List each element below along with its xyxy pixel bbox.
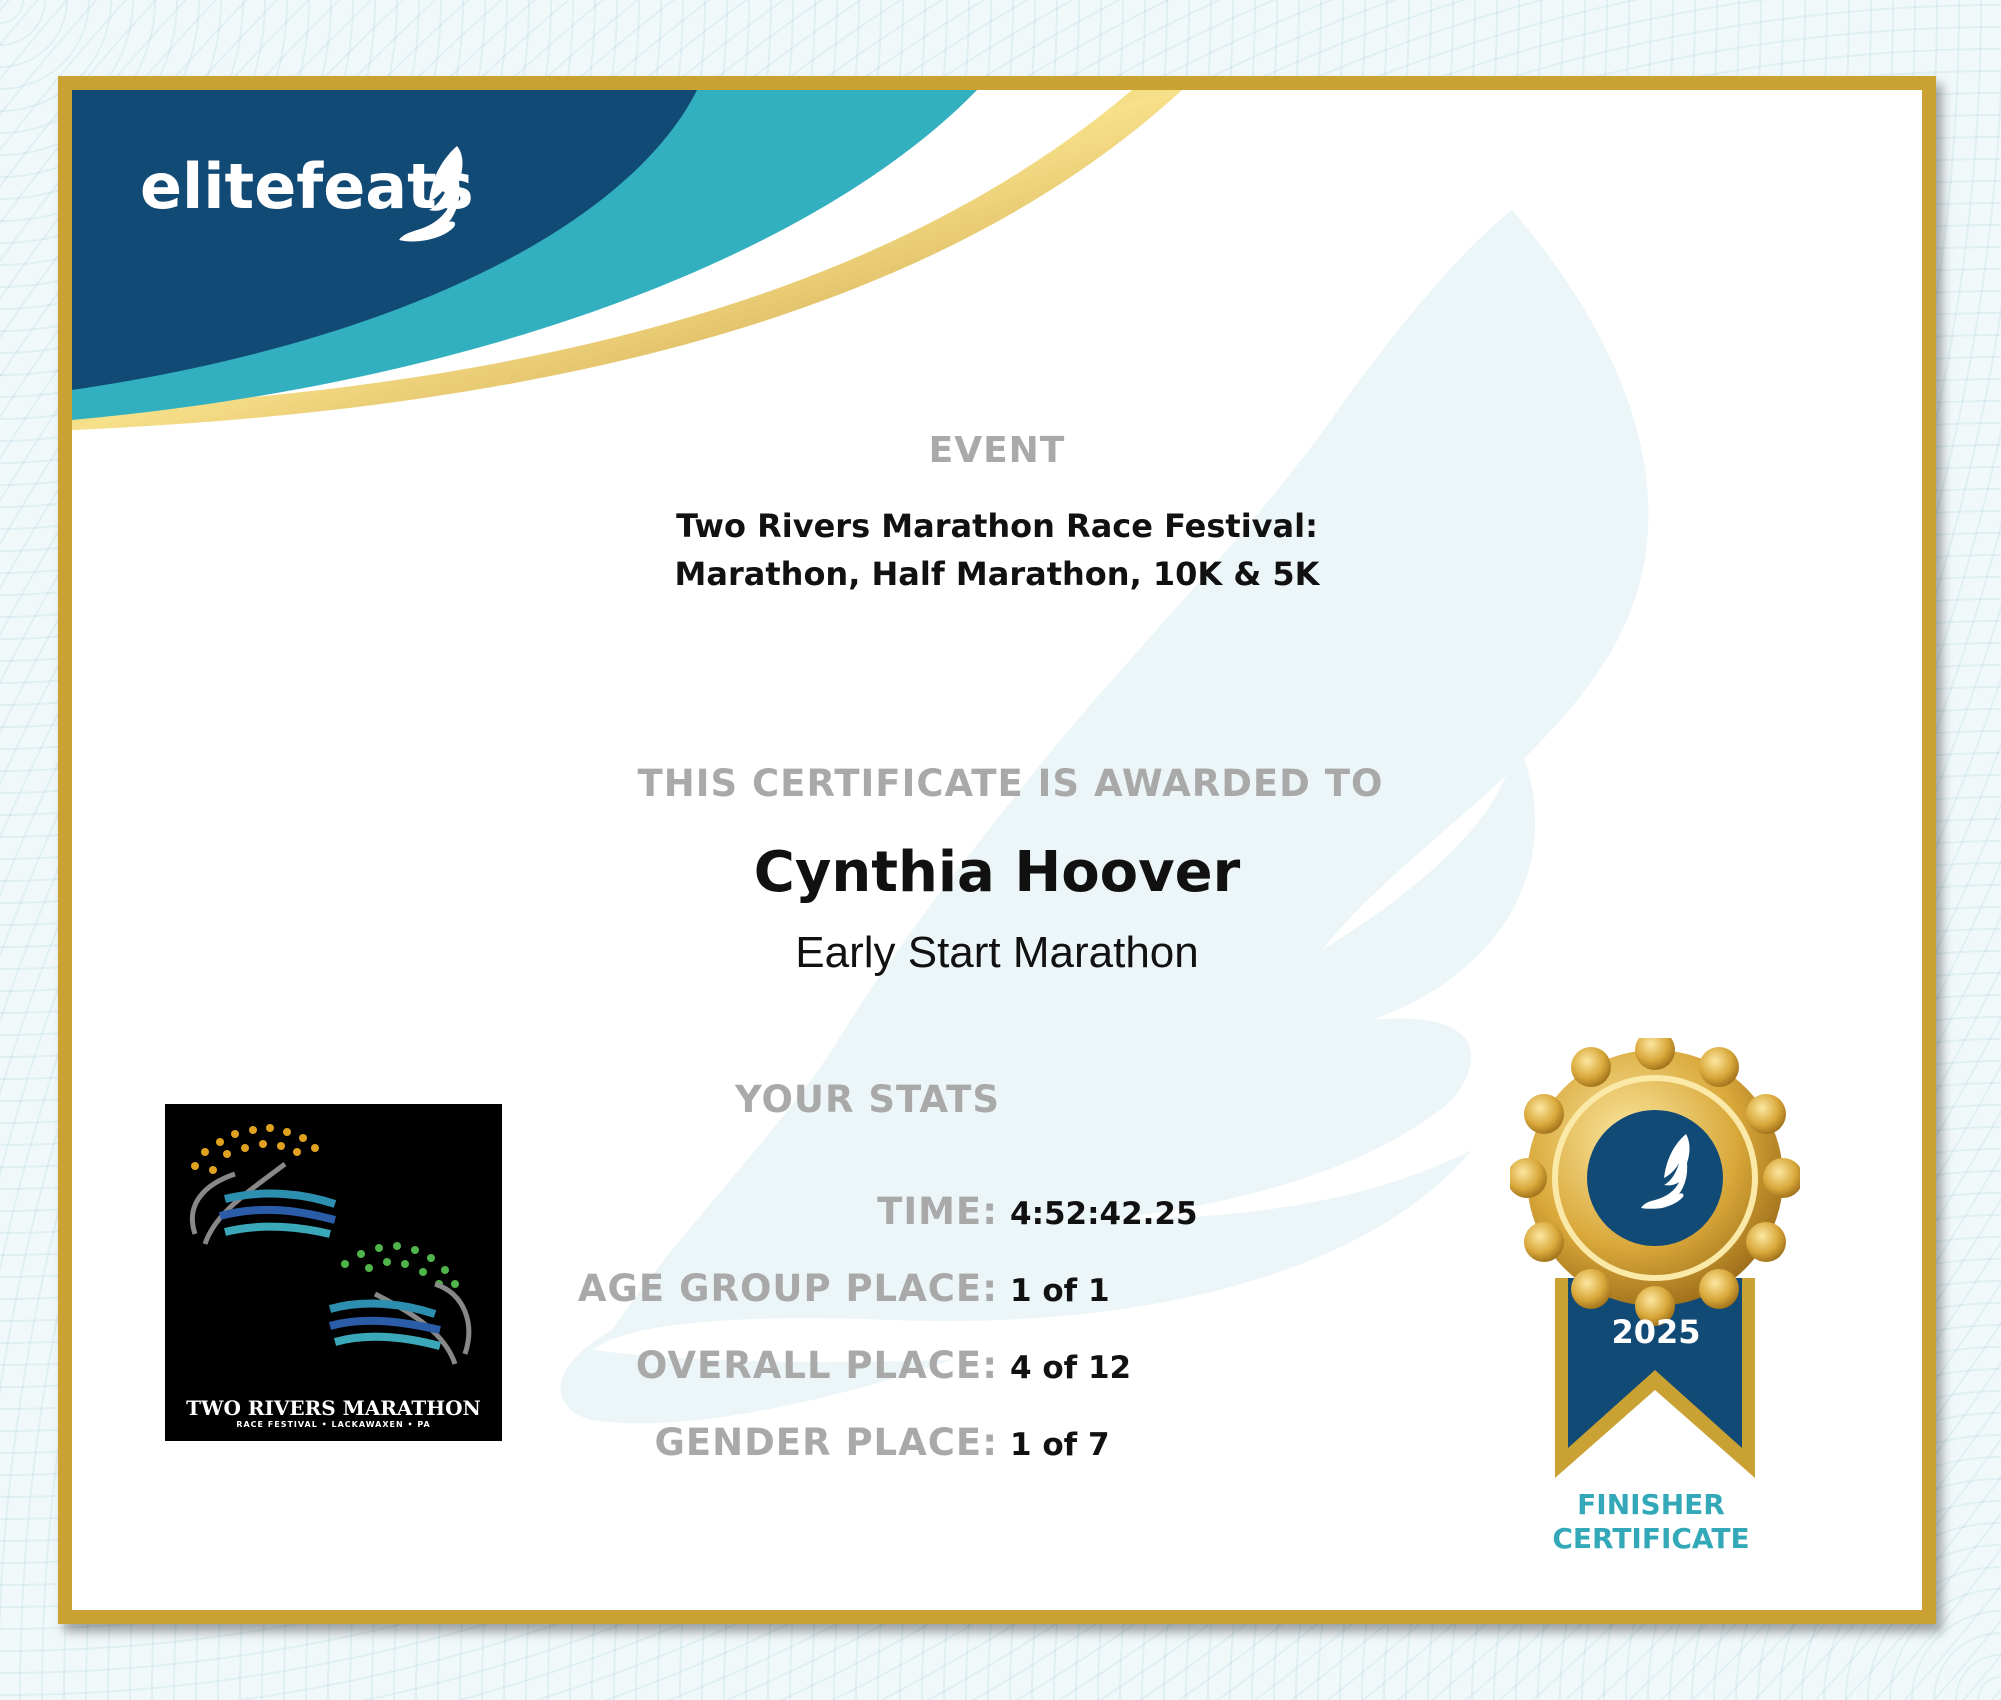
race-logo-trees-icon: [165, 1104, 502, 1394]
stat-key: TIME:: [877, 1190, 998, 1233]
badge-caption-line-1: FINISHER: [1577, 1488, 1725, 1521]
stat-key: AGE GROUP PLACE:: [577, 1267, 998, 1310]
event-name: [72, 502, 1922, 598]
event-label: EVENT: [928, 430, 1066, 471]
event-name-line-2: Marathon, Half Marathon, 10K & 5K: [674, 555, 1320, 593]
badge-year: 2025: [1611, 1313, 1701, 1351]
race-logo-subtitle: RACE FESTIVAL • LACKAWAXEN • PA: [236, 1420, 431, 1429]
stat-value: 1 of 7: [1010, 1427, 1110, 1463]
recipient-name: Cynthia Hoover: [753, 840, 1241, 905]
stat-value: 4 of 12: [1010, 1350, 1132, 1386]
certificate-frame: [58, 76, 1936, 1624]
brand-logo: elitefeats: [140, 150, 474, 223]
stat-key: OVERALL PLACE:: [635, 1344, 998, 1387]
event-name-line-1: Two Rivers Marathon Race Festival:: [676, 507, 1318, 545]
winged-shoe-icon: [397, 142, 467, 252]
race-logo-title: TWO RIVERS MARATHON: [186, 1396, 481, 1420]
your-stats-label: YOUR STATS: [735, 1078, 1001, 1121]
badge-caption: [1526, 1488, 1776, 1556]
awarded-to-label: THIS CERTIFICATE IS AWARDED TO: [637, 762, 1384, 805]
stat-key: GENDER PLACE:: [654, 1421, 998, 1464]
race-logo: [165, 1104, 502, 1441]
stat-value: 1 of 1: [1010, 1273, 1110, 1309]
badge-caption-line-2: CERTIFICATE: [1552, 1522, 1750, 1555]
stat-value: 4:52:42.25: [1010, 1196, 1198, 1232]
finisher-badge: [1510, 1038, 1800, 1478]
watermark-wing-icon: [561, 210, 1649, 1423]
division-name: Early Start Marathon: [795, 928, 1199, 977]
